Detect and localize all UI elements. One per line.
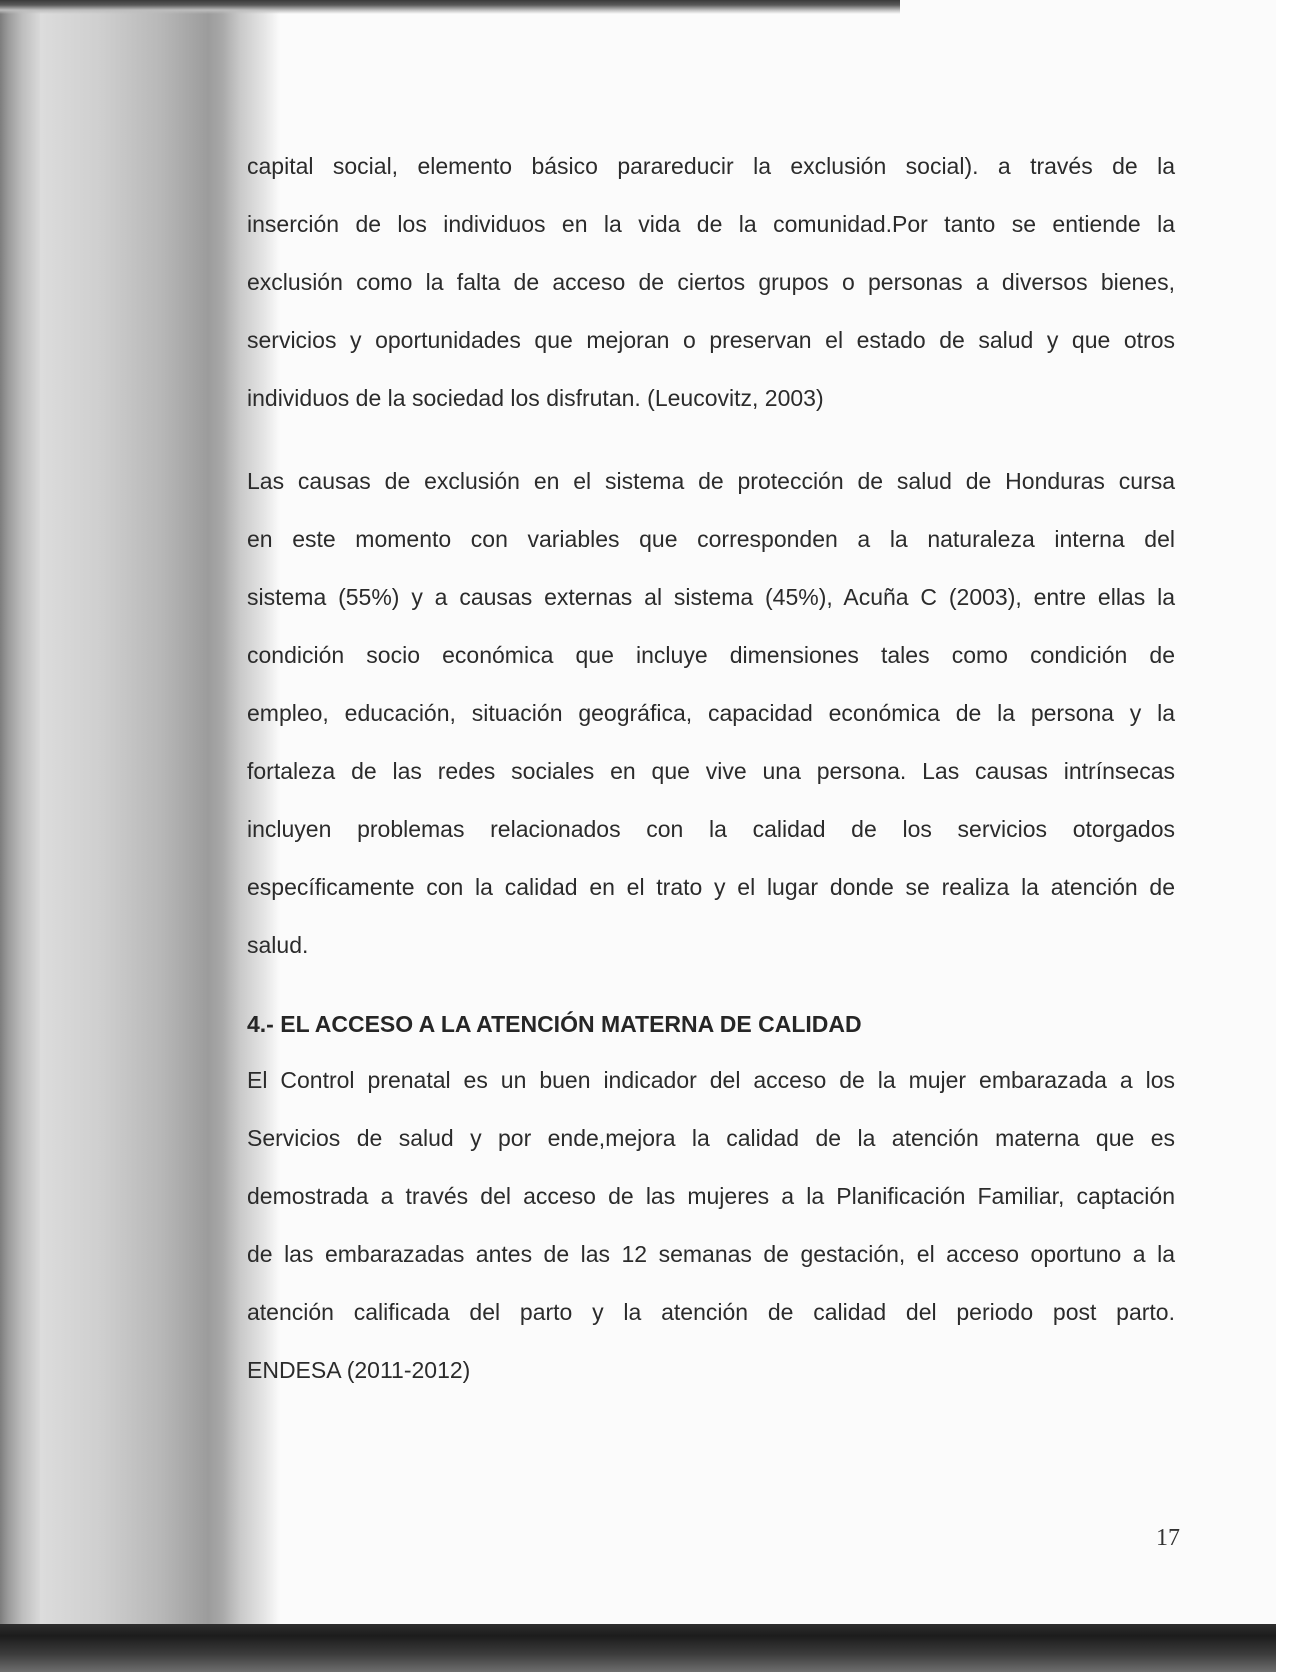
book-gutter-shadow [40, 0, 280, 1672]
scan-left-edge [0, 0, 40, 1672]
paragraph-line: atención calificada del parto y la atención de calidad del periodo post parto. [247, 1299, 1175, 1325]
paragraph-line: individuos de la sociedad los disfrutan. (Leucovitz, 2003) [247, 385, 824, 411]
section-heading: 4.- EL ACCESO A LA ATENCIÓN MATERNA DE CALIDAD [247, 1011, 862, 1037]
paragraph-line: en este momento con variables que corresponden a la naturaleza interna del [247, 526, 1175, 552]
scan-bottom-edge [0, 1624, 1276, 1672]
paragraph-line: sistema (55%) y a causas externas al sistema (45%), Acuña C (2003), entre ellas la [247, 584, 1175, 610]
page-number: 17 [1156, 1525, 1180, 1551]
paragraph-line: incluyen problemas relacionados con la calidad de los servicios otorgados [247, 816, 1175, 842]
paragraph-line: de las embarazadas antes de las 12 semanas de gestación, el acceso oportuno a la [247, 1241, 1175, 1267]
paragraph-line: ENDESA (2011-2012) [247, 1357, 471, 1383]
paragraph-line: fortaleza de las redes sociales en que vive una persona. Las causas intrínsecas [247, 758, 1175, 784]
scan-top-edge [0, 0, 900, 14]
paragraph-line: demostrada a través del acceso de las mujeres a la Planificación Familiar, captación [247, 1183, 1175, 1209]
paragraph-line: exclusión como la falta de acceso de ciertos grupos o personas a diversos bienes, [247, 269, 1175, 295]
paragraph-line: capital social, elemento básico parareducir la exclusión social). a través de la [247, 153, 1175, 179]
paragraph-line: inserción de los individuos en la vida de la comunidad.Por tanto se entiende la [247, 211, 1175, 237]
paragraph-line: empleo, educación, situación geográfica, capacidad económica de la persona y la [247, 700, 1175, 726]
paragraph-line: salud. [247, 932, 309, 958]
paragraph-line: específicamente con la calidad en el trato y el lugar donde se realiza la atención de [247, 874, 1175, 900]
paragraph-line: El Control prenatal es un buen indicador del acceso de la mujer embarazada a los [247, 1067, 1175, 1093]
paragraph-line: Servicios de salud y por ende,mejora la calidad de la atención materna que es [247, 1125, 1175, 1151]
scan-right-margin [1276, 0, 1304, 1672]
paragraph-line: Las causas de exclusión en el sistema de protección de salud de Honduras cursa [247, 468, 1175, 494]
paragraph-line: condición socio económica que incluye dimensiones tales como condición de [247, 642, 1175, 668]
paragraph-line: servicios y oportunidades que mejoran o preservan el estado de salud y que otros [247, 327, 1175, 353]
